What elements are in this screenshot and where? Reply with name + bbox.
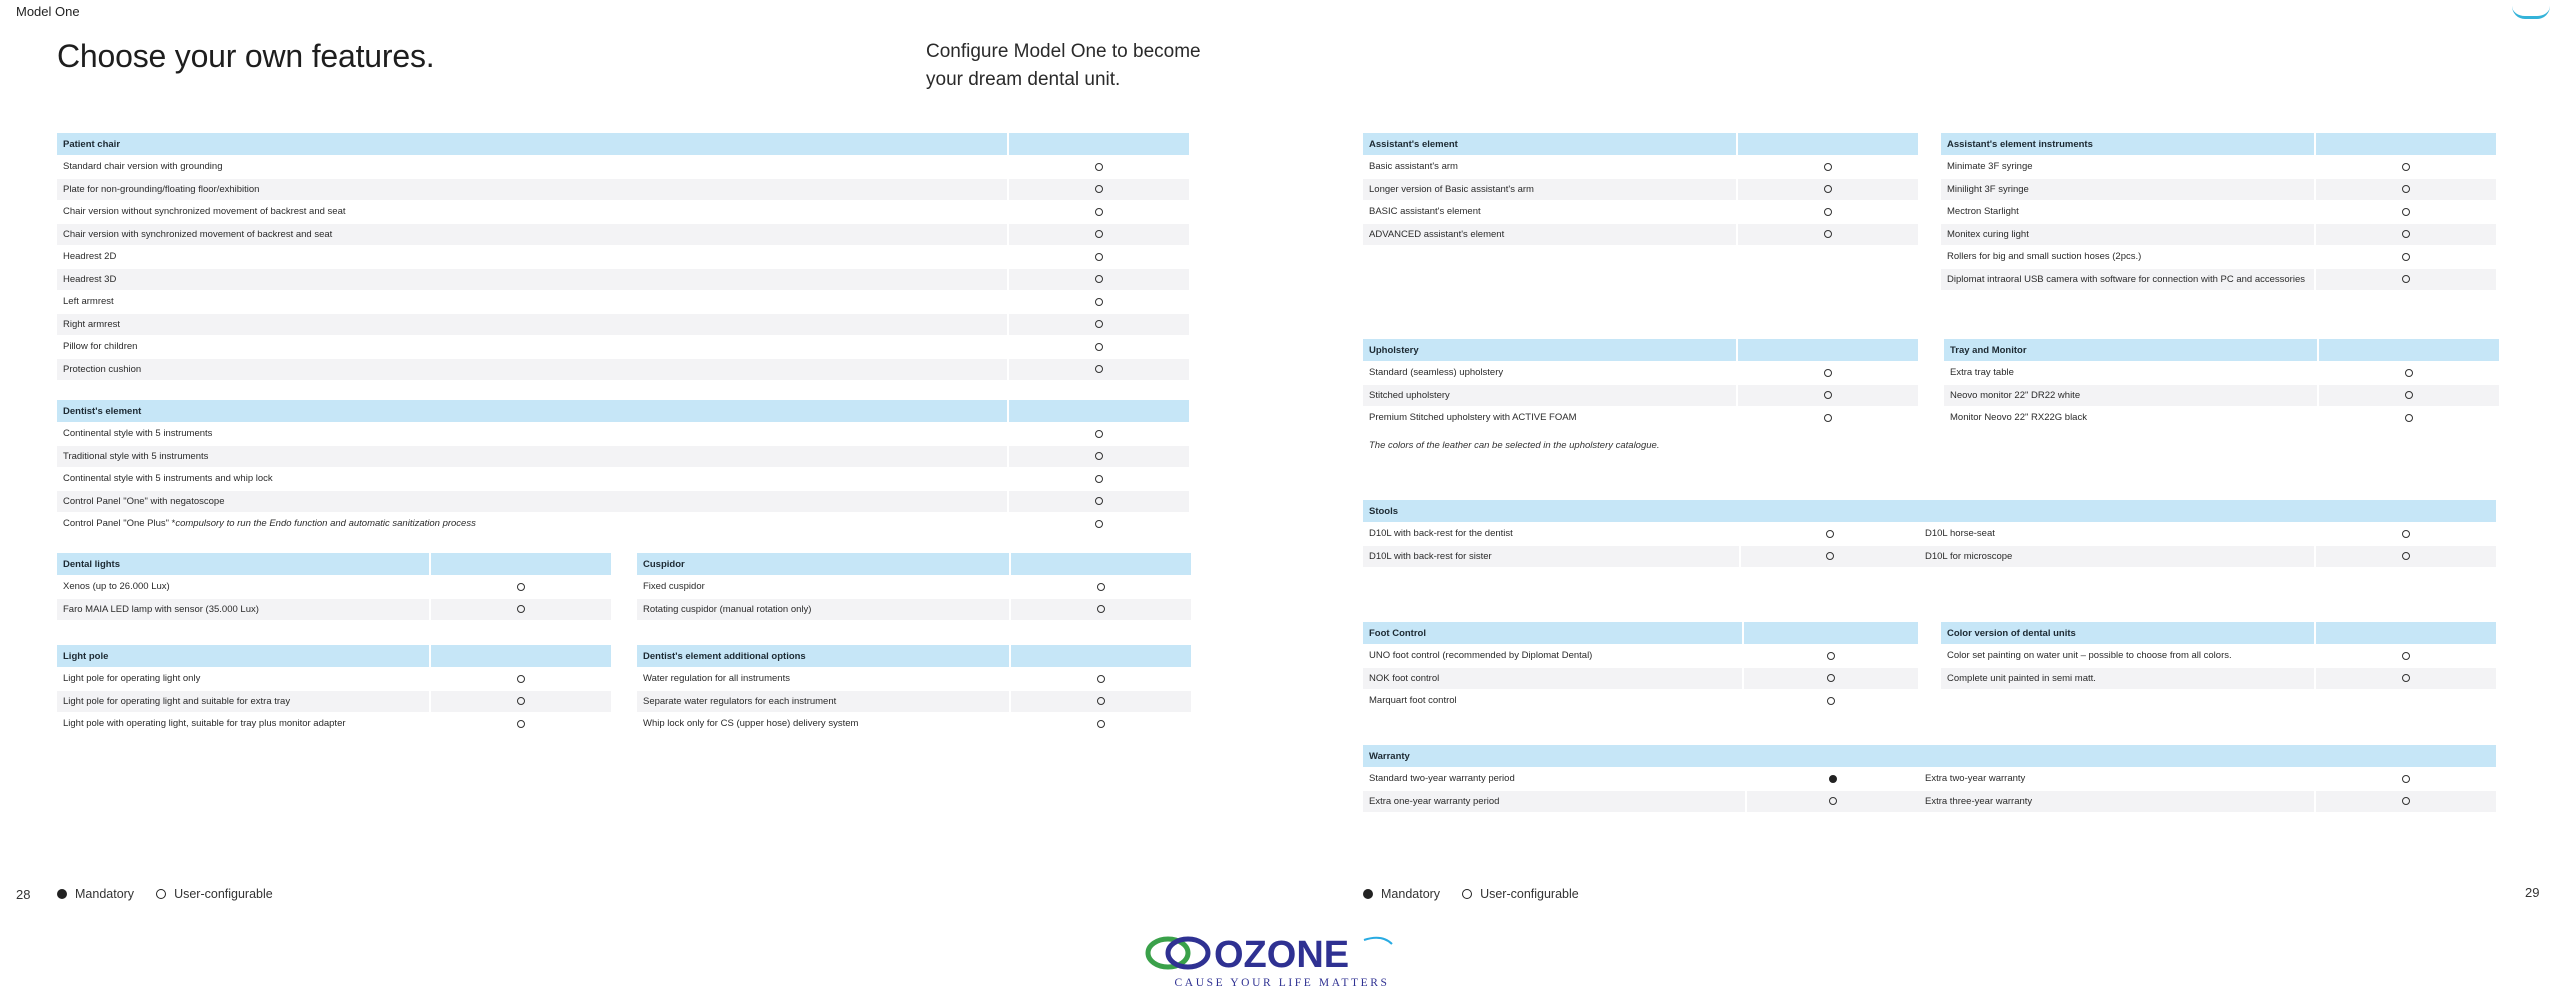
table-row	[57, 246, 1189, 269]
option-marker-cell	[1736, 156, 1918, 179]
table-row	[1941, 645, 2496, 668]
configurable-option-marker[interactable]	[1095, 275, 1103, 283]
option-marker-cell	[2314, 246, 2496, 269]
option-label: UNO foot control (recommended by Diplomat Dental)	[1363, 645, 1742, 668]
table-row	[1363, 179, 1918, 202]
option-marker-cell	[1736, 407, 1918, 430]
table-row	[1944, 385, 2499, 408]
legend-right	[1363, 887, 1579, 901]
configurable-option-marker[interactable]	[1095, 452, 1103, 460]
option-label: Color set painting on water unit – possible to choose from all colors.	[1941, 645, 2314, 668]
option-label: BASIC assistant's element	[1363, 201, 1736, 224]
option-label: Extra two-year warranty	[1919, 768, 2314, 791]
table-row	[1941, 156, 2496, 179]
option-label: Standard two-year warranty period	[1363, 768, 1745, 791]
option-label: Water regulation for all instruments	[637, 668, 1009, 691]
option-label: Chair version with synchronized movement of backrest and seat	[57, 224, 1007, 247]
option-marker-cell	[2314, 201, 2496, 224]
section-title: Assistant's element instruments	[1941, 133, 2314, 156]
option-label: Extra three-year warranty	[1919, 791, 2314, 814]
configurable-option-marker[interactable]	[1827, 674, 1835, 682]
option-marker-cell	[1009, 599, 1191, 622]
table-row	[57, 314, 1189, 337]
table-row	[57, 491, 1189, 514]
table-row	[1941, 246, 2496, 269]
option-marker-cell	[1007, 513, 1189, 536]
table-row	[637, 713, 1191, 736]
table-row	[1363, 156, 1918, 179]
table-row	[1944, 362, 2499, 385]
option-marker-cell	[2314, 156, 2496, 179]
table-row	[1941, 668, 2496, 691]
option-label: Longer version of Basic assistant's arm	[1363, 179, 1736, 202]
option-label: Mectron Starlight	[1941, 201, 2314, 224]
table-row	[637, 668, 1191, 691]
table-row	[1363, 768, 2496, 791]
option-label: Right armrest	[57, 314, 1007, 337]
configurable-option-marker[interactable]	[2402, 230, 2410, 238]
configurable-option-marker[interactable]	[517, 720, 525, 728]
configurable-option-marker[interactable]	[2402, 163, 2410, 171]
configurable-option-marker[interactable]	[1826, 552, 1834, 560]
option-marker-cell	[2314, 668, 2496, 691]
table-warranty	[1363, 745, 2496, 813]
table-row	[1941, 269, 2496, 292]
mandatory-marker	[1363, 889, 1373, 899]
table-row	[637, 599, 1191, 622]
mandatory-marker	[1829, 775, 1837, 783]
legend-mandatory: Mandatory	[75, 887, 135, 901]
option-marker-cell	[1007, 491, 1189, 514]
table-foot-control	[1363, 622, 1918, 713]
option-marker-cell	[1736, 362, 1918, 385]
option-marker-cell	[1009, 691, 1191, 714]
table-row	[57, 336, 1189, 359]
option-marker-cell	[2317, 362, 2499, 385]
configurable-option-marker[interactable]	[2402, 775, 2410, 783]
option-label: Chair version without synchronized movement of backrest and seat	[57, 201, 1007, 224]
section-title: Assistant's element	[1363, 133, 1736, 156]
configurable-option-marker[interactable]	[1095, 343, 1103, 351]
configurable-option-marker[interactable]	[1095, 230, 1103, 238]
section-title: Dentist's element additional options	[637, 645, 1009, 668]
table-color-version	[1941, 622, 2496, 690]
table-upholstery	[1363, 339, 1918, 430]
configurable-option-marker[interactable]	[2402, 185, 2410, 193]
configurable-option-marker[interactable]	[1095, 365, 1103, 373]
configurable-option-marker[interactable]	[1824, 369, 1832, 377]
page-title: Choose your own features.	[57, 38, 435, 74]
option-label: D10L with back-rest for the dentist	[1363, 523, 1739, 546]
option-marker-cell	[1007, 246, 1189, 269]
option-marker-cell	[429, 691, 611, 714]
option-marker-cell	[2314, 546, 2496, 569]
configurable-option-marker[interactable]	[1824, 185, 1832, 193]
table-row	[1363, 362, 1918, 385]
option-marker-cell	[2314, 523, 2496, 546]
table-dental-lights	[57, 553, 611, 621]
option-marker-cell	[429, 599, 611, 622]
page-number-left: 28	[16, 887, 31, 902]
option-label: ADVANCED assistant's element	[1363, 224, 1736, 247]
table-row	[1363, 645, 1918, 668]
option-marker-cell	[1745, 768, 1919, 791]
option-label: Extra one-year warranty period	[1363, 791, 1745, 814]
option-label: Standard chair version with grounding	[57, 156, 1007, 179]
configurable-option-marker[interactable]	[2402, 530, 2410, 538]
table-row	[57, 668, 611, 691]
option-marker-cell	[429, 668, 611, 691]
table-tray-monitor	[1944, 339, 2499, 430]
option-marker-cell	[1007, 291, 1189, 314]
option-label: Extra tray table	[1944, 362, 2317, 385]
table-row	[1363, 690, 1918, 713]
brand-tagline: CAUSE YOUR LIFE MATTERS	[1174, 977, 1390, 989]
table-row	[57, 513, 1189, 536]
option-label: Headrest 3D	[57, 269, 1007, 292]
option-label: Pillow for children	[57, 336, 1007, 359]
table-dentist-additional	[637, 645, 1191, 736]
option-marker-cell	[2314, 791, 2496, 814]
option-marker-cell	[1007, 269, 1189, 292]
model-name: Model One	[16, 4, 80, 19]
configurable-option-marker[interactable]	[1827, 697, 1835, 705]
ozone-logo	[1142, 930, 1422, 1002]
configurable-option-marker[interactable]	[2402, 253, 2410, 261]
section-title: Stools	[1363, 500, 2496, 523]
option-marker-cell	[1007, 446, 1189, 469]
configurable-option-marker[interactable]	[2405, 369, 2413, 377]
table-row	[1363, 407, 1918, 430]
configurable-option-marker[interactable]	[517, 583, 525, 591]
section-title: Dentist's element	[57, 400, 1007, 423]
configurable-option-marker[interactable]	[1097, 605, 1105, 613]
option-label: Minilight 3F syringe	[1941, 179, 2314, 202]
table-row	[57, 599, 611, 622]
configurable-option-marker[interactable]	[1095, 253, 1103, 261]
configurable-option-marker[interactable]	[1095, 298, 1103, 306]
table-row	[1944, 407, 2499, 430]
option-marker-cell	[1007, 336, 1189, 359]
option-marker-cell	[1007, 224, 1189, 247]
option-label: Whip lock only for CS (upper hose) delivery system	[637, 713, 1009, 736]
option-marker-cell	[2314, 224, 2496, 247]
table-patient-chair	[57, 133, 1189, 381]
option-marker-cell	[1742, 668, 1918, 691]
option-marker-cell	[1736, 201, 1918, 224]
option-label: Light pole with operating light, suitable for tray plus monitor adapter	[57, 713, 429, 736]
table-row	[1363, 791, 2496, 814]
option-label: Light pole for operating light and suitable for extra tray	[57, 691, 429, 714]
option-label: Xenos (up to 26.000 Lux)	[57, 576, 429, 599]
option-marker-cell	[1007, 359, 1189, 382]
section-title: Cuspidor	[637, 553, 1009, 576]
configurable-marker	[1462, 889, 1472, 899]
configurable-option-marker[interactable]	[2402, 552, 2410, 560]
option-marker-cell	[2314, 269, 2496, 292]
configurable-option-marker[interactable]	[2405, 391, 2413, 399]
option-label: Control Panel "One Plus" *compulsory to run the Endo function and automatic sanitization process	[57, 513, 1007, 536]
legend-mandatory: Mandatory	[1381, 887, 1441, 901]
table-row	[57, 201, 1189, 224]
legend-configurable: User-configurable	[174, 887, 273, 901]
option-marker-cell	[429, 713, 611, 736]
configurable-option-marker[interactable]	[1095, 520, 1103, 528]
configurable-option-marker[interactable]	[1824, 414, 1832, 422]
configurable-option-marker[interactable]	[1824, 230, 1832, 238]
option-marker-cell	[1007, 179, 1189, 202]
table-dentists-element	[57, 400, 1189, 536]
table-row	[57, 446, 1189, 469]
table-row	[57, 224, 1189, 247]
option-label: Stitched upholstery	[1363, 385, 1736, 408]
option-marker-cell	[2317, 385, 2499, 408]
table-assistants-instruments	[1941, 133, 2496, 291]
configurable-option-marker[interactable]	[517, 697, 525, 705]
option-marker-cell	[1739, 523, 1919, 546]
configurable-option-marker[interactable]	[1095, 320, 1103, 328]
option-label: Rotating cuspidor (manual rotation only)	[637, 599, 1009, 622]
corner-accent	[2512, 6, 2550, 19]
option-marker-cell	[2314, 645, 2496, 668]
option-label: Light pole for operating light only	[57, 668, 429, 691]
option-marker-cell	[1742, 690, 1918, 713]
option-label: NOK foot control	[1363, 668, 1742, 691]
option-label: Protection cushion	[57, 359, 1007, 382]
upholstery-note: The colors of the leather can be selected in the upholstery catalogue.	[1369, 440, 1660, 451]
configurable-option-marker[interactable]	[1097, 720, 1105, 728]
table-row	[637, 576, 1191, 599]
table-row	[57, 576, 611, 599]
table-row	[57, 359, 1189, 382]
configurable-option-marker[interactable]	[1824, 391, 1832, 399]
mandatory-marker	[57, 889, 67, 899]
table-row	[1363, 546, 2496, 569]
option-marker-cell	[1742, 645, 1918, 668]
option-label: Faro MAIA LED lamp with sensor (35.000 Lux)	[57, 599, 429, 622]
option-label: D10L with back-rest for sister	[1363, 546, 1739, 569]
section-title: Color version of dental units	[1941, 622, 2314, 645]
table-row	[1363, 201, 1918, 224]
configurable-option-marker[interactable]	[2405, 414, 2413, 422]
option-marker-cell	[1745, 791, 1919, 814]
option-label: Headrest 2D	[57, 246, 1007, 269]
option-label: Minimate 3F syringe	[1941, 156, 2314, 179]
option-label: Fixed cuspidor	[637, 576, 1009, 599]
configurable-option-marker[interactable]	[1829, 797, 1837, 805]
option-label: Premium Stitched upholstery with ACTIVE FOAM	[1363, 407, 1736, 430]
option-marker-cell	[1007, 201, 1189, 224]
option-marker-cell	[1736, 385, 1918, 408]
configurable-marker	[156, 889, 166, 899]
configurable-option-marker[interactable]	[517, 605, 525, 613]
page-number-right: 29	[2525, 885, 2540, 900]
ozone-logo-mark	[1142, 930, 1422, 1002]
configurable-option-marker[interactable]	[2402, 797, 2410, 805]
configurable-option-marker[interactable]	[2402, 208, 2410, 216]
table-row	[57, 179, 1189, 202]
table-row	[57, 156, 1189, 179]
section-title: Tray and Monitor	[1944, 339, 2317, 362]
option-marker-cell	[2314, 179, 2496, 202]
table-row	[57, 269, 1189, 292]
option-marker-cell	[1007, 468, 1189, 491]
table-row	[57, 468, 1189, 491]
section-title: Light pole	[57, 645, 429, 668]
table-row	[1941, 224, 2496, 247]
option-label: Rollers for big and small suction hoses (2pcs.)	[1941, 246, 2314, 269]
option-marker-cell	[1739, 546, 1919, 569]
section-title: Upholstery	[1363, 339, 1736, 362]
table-stools	[1363, 500, 2496, 568]
intro-text: Configure Model One to become your dream dental unit.	[926, 41, 1201, 90]
legend-configurable: User-configurable	[1480, 887, 1579, 901]
table-light-pole	[57, 645, 611, 736]
option-marker-cell	[1736, 179, 1918, 202]
option-marker-cell	[1009, 576, 1191, 599]
option-marker-cell	[2317, 407, 2499, 430]
option-label: D10L horse-seat	[1919, 523, 2314, 546]
option-marker-cell	[1009, 668, 1191, 691]
legend-left	[57, 887, 273, 901]
option-label: Basic assistant's arm	[1363, 156, 1736, 179]
configurable-option-marker[interactable]	[1095, 185, 1103, 193]
configurable-option-marker[interactable]	[1097, 697, 1105, 705]
option-label: D10L for microscope	[1919, 546, 2314, 569]
table-row	[1941, 201, 2496, 224]
section-title: Patient chair	[57, 133, 1007, 156]
option-label: Left armrest	[57, 291, 1007, 314]
configurable-option-marker[interactable]	[1827, 652, 1835, 660]
configurable-option-marker[interactable]	[1824, 208, 1832, 216]
configurable-option-marker[interactable]	[1095, 208, 1103, 216]
option-label: Continental style with 5 instruments	[57, 423, 1007, 446]
option-marker-cell	[1007, 156, 1189, 179]
table-row	[1363, 668, 1918, 691]
option-marker-cell	[429, 576, 611, 599]
configurable-option-marker[interactable]	[2402, 652, 2410, 660]
section-title: Warranty	[1363, 745, 2496, 768]
table-row	[1363, 224, 1918, 247]
option-label: Neovo monitor 22" DR22 white	[1944, 385, 2317, 408]
configurable-option-marker[interactable]	[1095, 163, 1103, 171]
configurable-option-marker[interactable]	[1824, 163, 1832, 171]
option-marker-cell	[1007, 314, 1189, 337]
option-label: Continental style with 5 instruments and whip lock	[57, 468, 1007, 491]
configurable-option-marker[interactable]	[2402, 674, 2410, 682]
configurable-option-marker[interactable]	[1826, 530, 1834, 538]
configurable-option-marker[interactable]	[2402, 275, 2410, 283]
table-assistants-element	[1363, 133, 1918, 246]
option-label: Plate for non-grounding/floating floor/exhibition	[57, 179, 1007, 202]
option-marker-cell	[2314, 768, 2496, 791]
option-label: Traditional style with 5 instruments	[57, 446, 1007, 469]
option-label: Standard (seamless) upholstery	[1363, 362, 1736, 385]
section-title: Foot Control	[1363, 622, 1742, 645]
option-label: Complete unit painted in semi matt.	[1941, 668, 2314, 691]
table-row	[57, 423, 1189, 446]
option-note: compulsory to run the Endo function and automatic sanitization process	[175, 518, 476, 530]
option-label: Monitor Neovo 22" RX22G black	[1944, 407, 2317, 430]
table-row	[57, 291, 1189, 314]
table-row	[637, 691, 1191, 714]
option-marker-cell	[1009, 713, 1191, 736]
configurable-option-marker[interactable]	[1095, 475, 1103, 483]
option-marker-cell	[1007, 423, 1189, 446]
configurable-option-marker[interactable]	[1097, 675, 1105, 683]
brand-name: OZONE	[1214, 934, 1350, 976]
configurable-option-marker[interactable]	[1097, 583, 1105, 591]
table-row	[1363, 385, 1918, 408]
table-row	[57, 691, 611, 714]
option-label: Marquart foot control	[1363, 690, 1742, 713]
configurable-option-marker[interactable]	[517, 675, 525, 683]
table-row	[1941, 179, 2496, 202]
section-title: Dental lights	[57, 553, 429, 576]
table-row	[57, 713, 611, 736]
configurable-option-marker[interactable]	[1095, 430, 1103, 438]
table-cuspidor	[637, 553, 1191, 621]
table-row	[1363, 523, 2496, 546]
option-label: Control Panel "One" with negatoscope	[57, 491, 1007, 514]
configurable-option-marker[interactable]	[1095, 497, 1103, 505]
option-label: Separate water regulators for each instrument	[637, 691, 1009, 714]
option-marker-cell	[1736, 224, 1918, 247]
option-label: Monitex curing light	[1941, 224, 2314, 247]
option-label: Diplomat intraoral USB camera with software for connection with PC and accessories	[1941, 269, 2314, 292]
